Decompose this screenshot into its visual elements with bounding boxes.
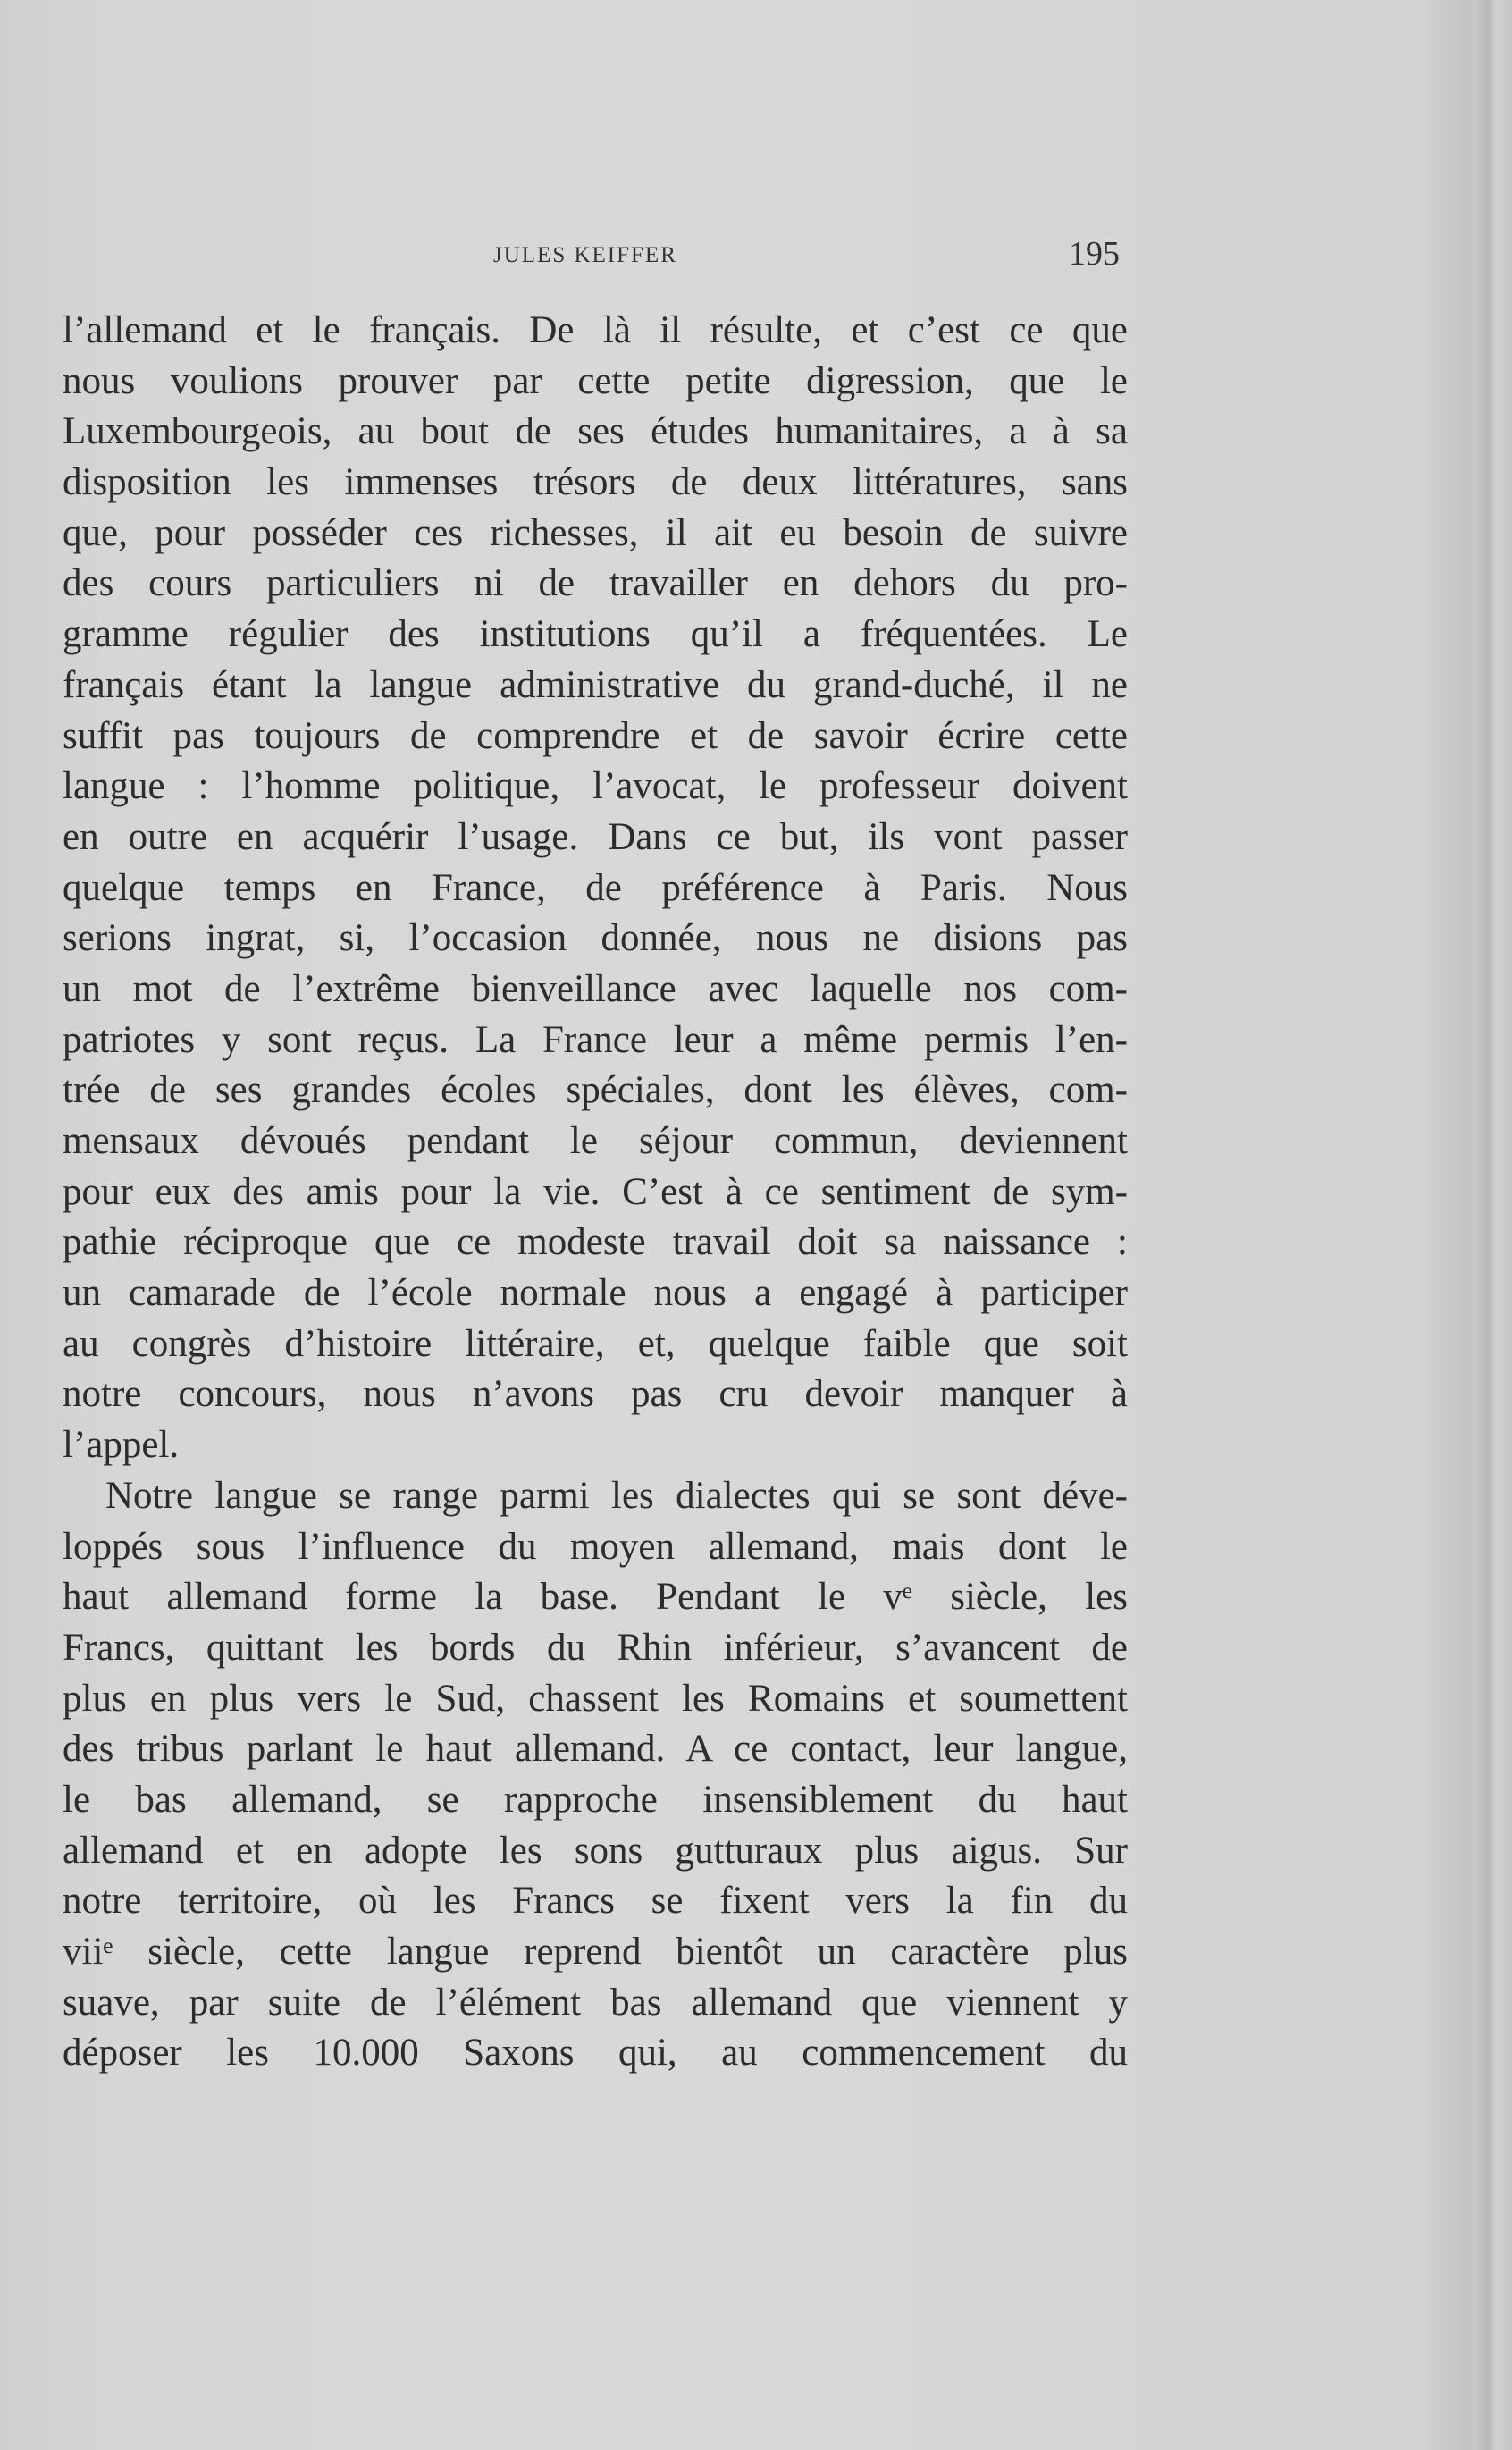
text-line: pour eux des amis pour la vie. C’est à ce sentiment de sym-: [63, 1170, 1128, 1213]
text-line: allemand et en adopte les sons gutturaux plus aigus. Sur: [63, 1829, 1128, 1872]
text-line: serions ingrat, si, l’occasion donnée, nous ne disions pas: [63, 917, 1128, 960]
text-line: patriotes y sont reçus. La France leur a même permis l’en-: [63, 1018, 1128, 1061]
text-line: déposer les 10.000 Saxons qui, au commencement du: [63, 2032, 1128, 2075]
text-line: suffit pas toujours de comprendre et de savoir écrire cette: [63, 714, 1128, 757]
text-line: trée de ses grandes écoles spéciales, dont les élèves, com-: [63, 1069, 1128, 1112]
text-line: un camarade de l’école normale nous a engagé à participer: [63, 1272, 1128, 1315]
paragraph-start-line: Notre langue se range parmi les dialectes qui se sont déve-: [105, 1474, 1128, 1517]
text-line: langue : l’homme politique, l’avocat, le professeur doivent: [63, 765, 1128, 808]
text-line: un mot de l’extrême bienveillance avec laquelle nos com-: [63, 967, 1128, 1010]
paragraph-end-line: l’appel.: [63, 1424, 180, 1467]
page-edge-shadow: [1473, 0, 1512, 2450]
text-line: viiᵉ siècle, cette langue reprend bientôt un caractère plus: [63, 1931, 1128, 1973]
text-line: plus en plus vers le Sud, chassent les Romains et soumettent: [63, 1677, 1128, 1720]
text-line: que, pour posséder ces richesses, il ait eu besoin de suivre: [63, 511, 1128, 554]
text-line: au congrès d’histoire littéraire, et, quelque faible que soit: [63, 1322, 1128, 1365]
text-line: pathie réciproque que ce modeste travail doit sa naissance :: [63, 1221, 1128, 1264]
page-number: 195: [1069, 235, 1120, 273]
text-line: notre concours, nous n’avons pas cru devoir manquer à: [63, 1373, 1128, 1416]
text-line: disposition les immenses trésors de deux littératures, sans: [63, 461, 1128, 504]
text-line: nous voulions prouver par cette petite digression, que le: [63, 359, 1128, 402]
text-line: loppés sous l’influence du moyen allemand, mais dont le: [63, 1525, 1128, 1568]
text-line: mensaux dévoués pendant le séjour commun, deviennent: [63, 1120, 1128, 1162]
text-line: l’allemand et le français. De là il résulte, et c’est ce que: [63, 309, 1128, 351]
text-line: Luxembourgeois, au bout de ses études humanitaires, a à sa: [63, 410, 1128, 453]
text-line: français étant la langue administrative du grand-duché, il ne: [63, 663, 1128, 706]
text-line: gramme régulier des institutions qu’il a fréquentées. Le: [63, 613, 1128, 656]
text-line: suave, par suite de l’élément bas allemand que viennent y: [63, 1981, 1128, 2024]
text-line: en outre en acquérir l’usage. Dans ce but, ils vont passer: [63, 815, 1128, 858]
text-line: des cours particuliers ni de travailler en dehors du pro-: [63, 562, 1128, 605]
text-line: haut allemand forme la base. Pendant le vᵉ siècle, les: [63, 1576, 1128, 1619]
text-line: Francs, quittant les bords du Rhin inférieur, s’avancent de: [63, 1626, 1128, 1669]
body-text: [63, 306, 1128, 2079]
text-line: quelque temps en France, de préférence à Paris. Nous: [63, 866, 1128, 909]
text-line: le bas allemand, se rapproche insensiblement du haut: [63, 1778, 1128, 1821]
text-line: notre territoire, où les Francs se fixent vers la fin du: [63, 1880, 1128, 1923]
text-line: des tribus parlant le haut allemand. A ce contact, leur langue,: [63, 1728, 1128, 1771]
running-head: JULES KEIFFER: [493, 243, 677, 267]
